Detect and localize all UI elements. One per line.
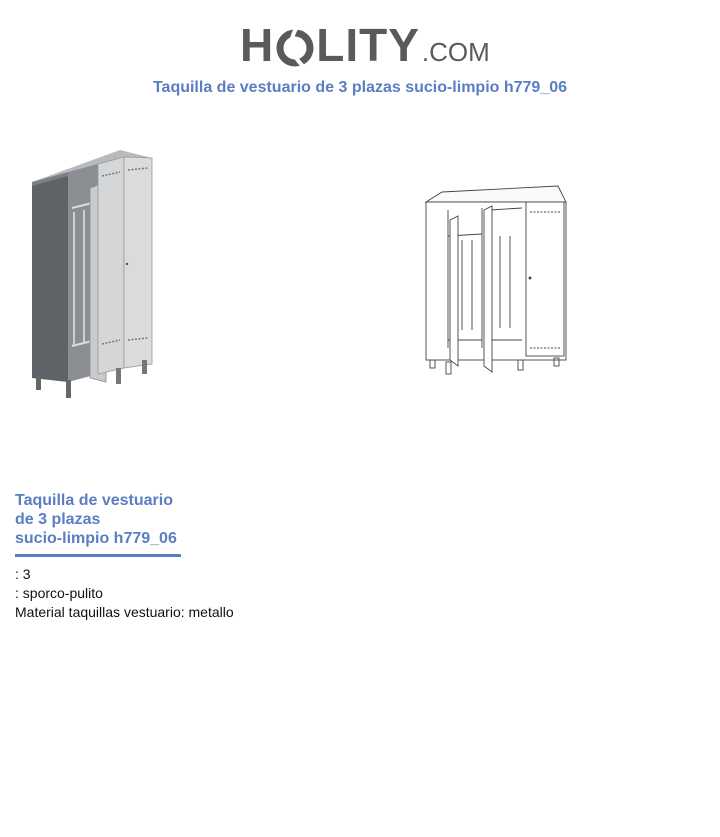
- page-title: Taquilla de vestuario de 3 plazas sucio-limpio h779_06: [152, 79, 568, 96]
- spec-material: Material taquillas vestuario: metallo: [15, 604, 234, 620]
- product-name-line: de 3 plazas: [15, 511, 101, 528]
- spec-type: : sporco-pulito: [15, 585, 103, 601]
- product-name-line: Taquilla de vestuario: [15, 492, 173, 509]
- product-name: [15, 491, 181, 557]
- product-photo: [28, 146, 156, 404]
- logo-letter-h: H: [240, 19, 275, 71]
- product-name-line: sucio-limpio h779_06: [15, 530, 177, 547]
- spec-places: : 3: [15, 566, 31, 582]
- holity-logo[interactable]: [240, 8, 490, 71]
- product-specs: [15, 565, 234, 622]
- logo-o-icon: [276, 28, 314, 66]
- logo-wordmark: [240, 19, 420, 71]
- logo-letters-lity: LITY: [316, 19, 420, 71]
- logo-domain: .COM: [421, 37, 490, 67]
- product-drawing: [418, 180, 570, 378]
